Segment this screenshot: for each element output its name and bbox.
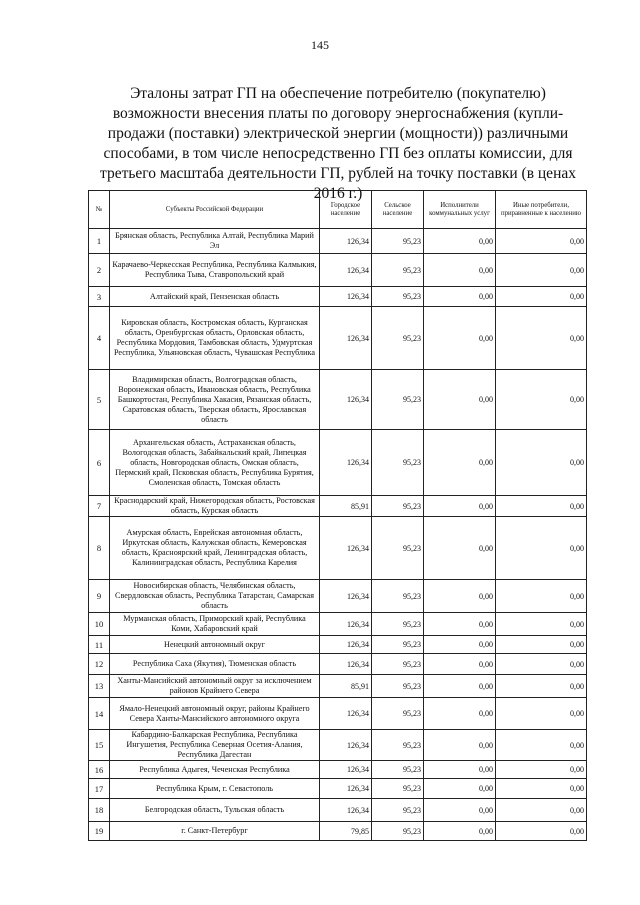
rural-population-value: 95,23 — [372, 496, 424, 517]
row-number: 17 — [89, 779, 110, 799]
city-population-value: 126,34 — [320, 287, 372, 307]
other-consumers-value: 0,00 — [496, 229, 587, 254]
city-population-value: 126,34 — [320, 698, 372, 730]
subject-cell: Мурманская область, Приморский край, Республика Коми, Хабаровский край — [110, 613, 320, 636]
subject-cell: Архангельская область, Астраханская область, Вологодская область, Забайкальский край, Липецкая область, Новгородская область, Омская область, Пермский край, Псковская область, Республика Бурятия, Смоленская область, Томская область — [110, 430, 320, 496]
other-consumers-value: 0,00 — [496, 761, 587, 779]
row-number: 12 — [89, 654, 110, 675]
rural-population-value: 95,23 — [372, 370, 424, 430]
subject-cell: Ямало-Ненецкий автономный округ, районы Крайнего Севера Ханты-Мансийского автономного округа — [110, 698, 320, 730]
document-title: Эталоны затрат ГП на обеспечение потребителю (покупателю) возможности внесения платы по договору энергоснабжения (купли-продажи (поставки) электрической энергии (мощности)) различными способами, в том числе непосредственно ГП без оплаты комиссии, для третьего масштаба деятельности ГП, рублей на точку поставки (в ценах 2016 г.) — [99, 85, 576, 202]
subject-cell: Новосибирская область, Челябинская область, Свердловская область, Республика Татарстан, Самарская область — [110, 580, 320, 613]
other-consumers-value: 0,00 — [496, 654, 587, 675]
rural-population-value: 95,23 — [372, 229, 424, 254]
row-number: 1 — [89, 229, 110, 254]
city-population-value: 126,34 — [320, 730, 372, 761]
row-number: 4 — [89, 307, 110, 370]
table-row — [89, 287, 587, 307]
city-population-value: 79,85 — [320, 822, 372, 841]
header-subject: Субъекты Российской Федерации — [110, 191, 320, 229]
table-row — [89, 254, 587, 287]
table-row — [89, 580, 587, 613]
other-consumers-value: 0,00 — [496, 254, 587, 287]
table-row — [89, 229, 587, 254]
utility-providers-value: 0,00 — [424, 517, 496, 580]
subject-cell: Алтайский край, Пензенская область — [110, 287, 320, 307]
city-population-value: 126,34 — [320, 229, 372, 254]
utility-providers-value: 0,00 — [424, 496, 496, 517]
table-row — [89, 730, 587, 761]
utility-providers-value: 0,00 — [424, 822, 496, 841]
rural-population-value: 95,23 — [372, 636, 424, 654]
subject-cell: Краснодарский край, Нижегородская область, Ростовская область, Курская область — [110, 496, 320, 517]
table-row — [89, 822, 587, 841]
rural-population-value: 95,23 — [372, 822, 424, 841]
row-number: 16 — [89, 761, 110, 779]
other-consumers-value: 0,00 — [496, 779, 587, 799]
rural-population-value: 95,23 — [372, 675, 424, 698]
row-number: 15 — [89, 730, 110, 761]
subject-cell: Республика Саха (Якутия), Тюменская область — [110, 654, 320, 675]
utility-providers-value: 0,00 — [424, 580, 496, 613]
other-consumers-value: 0,00 — [496, 698, 587, 730]
utility-providers-value: 0,00 — [424, 779, 496, 799]
city-population-value: 126,34 — [320, 580, 372, 613]
table-row — [89, 779, 587, 799]
rural-population-value: 95,23 — [372, 307, 424, 370]
subject-cell: Республика Адыгея, Чеченская Республика — [110, 761, 320, 779]
other-consumers-value: 0,00 — [496, 430, 587, 496]
subject-cell: Владимирская область, Волгоградская область, Воронежская область, Ивановская область, Республика Башкортостан, Республика Хакасия, Рязанская область, Саратовская область, Тверская область, Ярославская область — [110, 370, 320, 430]
table-body — [89, 229, 587, 841]
table-header-row — [89, 191, 587, 229]
row-number: 3 — [89, 287, 110, 307]
rural-population-value: 95,23 — [372, 779, 424, 799]
table-row — [89, 799, 587, 822]
city-population-value: 126,34 — [320, 779, 372, 799]
utility-providers-value: 0,00 — [424, 730, 496, 761]
other-consumers-value: 0,00 — [496, 636, 587, 654]
city-population-value: 126,34 — [320, 636, 372, 654]
table-row — [89, 370, 587, 430]
subject-cell: Брянская область, Республика Алтай, Республика Марий Эл — [110, 229, 320, 254]
other-consumers-value: 0,00 — [496, 580, 587, 613]
utility-providers-value: 0,00 — [424, 430, 496, 496]
table-row — [89, 761, 587, 779]
utility-providers-value: 0,00 — [424, 799, 496, 822]
city-population-value: 85,91 — [320, 496, 372, 517]
utility-providers-value: 0,00 — [424, 229, 496, 254]
other-consumers-value: 0,00 — [496, 496, 587, 517]
city-population-value: 126,34 — [320, 254, 372, 287]
header-city-population: Городское население — [320, 191, 372, 229]
subject-cell: г. Санкт-Петербург — [110, 822, 320, 841]
table-row — [89, 496, 587, 517]
row-number: 9 — [89, 580, 110, 613]
subject-cell: Ненецкий автономный округ — [110, 636, 320, 654]
header-rural-population: Сельское население — [372, 191, 424, 229]
other-consumers-value: 0,00 — [496, 730, 587, 761]
row-number: 2 — [89, 254, 110, 287]
utility-providers-value: 0,00 — [424, 675, 496, 698]
row-number: 5 — [89, 370, 110, 430]
city-population-value: 126,34 — [320, 307, 372, 370]
city-population-value: 126,34 — [320, 613, 372, 636]
city-population-value: 126,34 — [320, 370, 372, 430]
other-consumers-value: 0,00 — [496, 822, 587, 841]
row-number: 8 — [89, 517, 110, 580]
row-number: 19 — [89, 822, 110, 841]
utility-providers-value: 0,00 — [424, 636, 496, 654]
other-consumers-value: 0,00 — [496, 307, 587, 370]
table-row — [89, 613, 587, 636]
page-number: 145 — [311, 38, 329, 52]
subject-cell: Карачаево-Черкесская Республика, Республика Калмыкия, Республика Тыва, Ставропольский край — [110, 254, 320, 287]
row-number: 11 — [89, 636, 110, 654]
other-consumers-value: 0,00 — [496, 370, 587, 430]
subject-cell: Ханты-Мансийский автономный округ за исключением районов Крайнего Севера — [110, 675, 320, 698]
row-number: 6 — [89, 430, 110, 496]
city-population-value: 85,91 — [320, 675, 372, 698]
rural-population-value: 95,23 — [372, 730, 424, 761]
table-row — [89, 675, 587, 698]
rural-population-value: 95,23 — [372, 799, 424, 822]
other-consumers-value: 0,00 — [496, 613, 587, 636]
rural-population-value: 95,23 — [372, 613, 424, 636]
table-row — [89, 517, 587, 580]
rural-population-value: 95,23 — [372, 287, 424, 307]
subject-cell: Амурская область, Еврейская автономная область, Иркутская область, Калужская область, Кемеровская область, Красноярский край, Ленинградская область, Калининградская область, Республика Карелия — [110, 517, 320, 580]
utility-providers-value: 0,00 — [424, 654, 496, 675]
rural-population-value: 95,23 — [372, 430, 424, 496]
other-consumers-value: 0,00 — [496, 287, 587, 307]
rural-population-value: 95,23 — [372, 580, 424, 613]
rural-population-value: 95,23 — [372, 254, 424, 287]
header-utility-providers: Исполнители коммунальных услуг — [424, 191, 496, 229]
city-population-value: 126,34 — [320, 799, 372, 822]
subject-cell: Белгородская область, Тульская область — [110, 799, 320, 822]
city-population-value: 126,34 — [320, 430, 372, 496]
row-number: 7 — [89, 496, 110, 517]
subject-cell: Кабардино-Балкарская Республика, Республика Ингушетия, Республика Северная Осетия-Алания, Республика Дагестан — [110, 730, 320, 761]
rural-population-value: 95,23 — [372, 698, 424, 730]
table-row — [89, 654, 587, 675]
utility-providers-value: 0,00 — [424, 287, 496, 307]
utility-providers-value: 0,00 — [424, 254, 496, 287]
cost-standards-table — [88, 190, 587, 841]
subject-cell: Кировская область, Костромская область, Курганская область, Оренбургская область, Орловская область, Республика Мордовия, Тамбовская область, Удмуртская Республика, Ульяновская область, Чувашская Республика — [110, 307, 320, 370]
city-population-value: 126,34 — [320, 761, 372, 779]
row-number: 18 — [89, 799, 110, 822]
city-population-value: 126,34 — [320, 654, 372, 675]
row-number: 14 — [89, 698, 110, 730]
rural-population-value: 95,23 — [372, 761, 424, 779]
header-other-consumers: Иные потребители, приравненные к населению — [496, 191, 587, 229]
other-consumers-value: 0,00 — [496, 675, 587, 698]
utility-providers-value: 0,00 — [424, 613, 496, 636]
rural-population-value: 95,23 — [372, 517, 424, 580]
utility-providers-value: 0,00 — [424, 761, 496, 779]
row-number: 13 — [89, 675, 110, 698]
subject-cell: Республика Крым, г. Севастополь — [110, 779, 320, 799]
utility-providers-value: 0,00 — [424, 370, 496, 430]
other-consumers-value: 0,00 — [496, 517, 587, 580]
table-row — [89, 698, 587, 730]
table-row — [89, 636, 587, 654]
other-consumers-value: 0,00 — [496, 799, 587, 822]
city-population-value: 126,34 — [320, 517, 372, 580]
utility-providers-value: 0,00 — [424, 698, 496, 730]
rural-population-value: 95,23 — [372, 654, 424, 675]
table-row — [89, 307, 587, 370]
row-number: 10 — [89, 613, 110, 636]
table-row — [89, 430, 587, 496]
header-num: № — [89, 191, 110, 229]
utility-providers-value: 0,00 — [424, 307, 496, 370]
